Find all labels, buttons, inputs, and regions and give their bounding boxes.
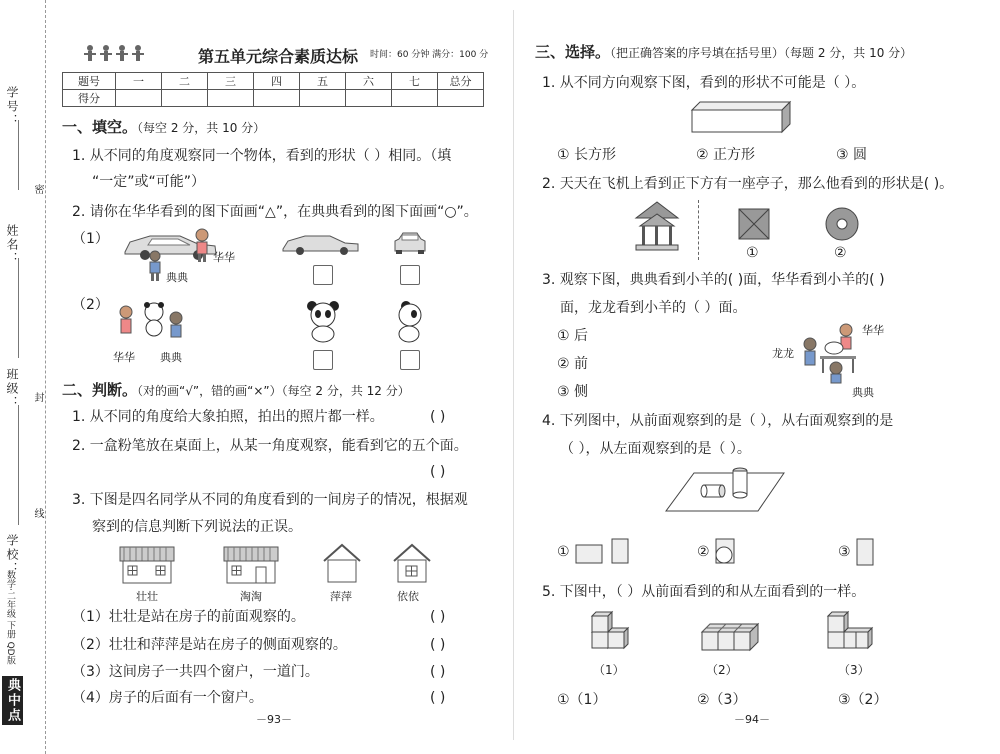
s3-q1-option[interactable]: ③ 圆 [836,147,868,163]
score-row-label: 得分 [63,90,116,107]
section3-note: （把正确答案的序号填在括号里）（每题 2 分，共 10 分） [610,46,913,60]
children-and-lamb-scene-icon [796,322,866,384]
s3-q5-option[interactable]: ③（2） [838,692,888,708]
s2-q1: 1. 从不同的角度给大象拍照，拍出的照片都一样。 [72,409,384,425]
score-header-cell: 五 [300,73,346,90]
house-side-view-icon [322,543,362,585]
student-id-label: 学号： [5,86,19,128]
cut-line [45,0,46,754]
huahua-label-3: 华华 [862,324,884,337]
s3-q2-option[interactable]: ② [834,245,847,261]
score-header-cell: 四 [254,73,300,90]
score-cell[interactable] [254,90,300,107]
score-cell[interactable] [392,90,438,107]
s2-q3-s1: （1）壮壮是站在房子的前面观察的。 [72,609,305,625]
score-header-cell: 三 [208,73,254,90]
s1-group2-label: （2） [72,297,109,313]
people-figures-icon [82,44,152,68]
diandian-label: 典典 [166,271,188,284]
score-cell[interactable] [162,90,208,107]
s2-q3-line2: 察到的信息判断下列说法的正误。 [92,519,302,535]
s3-q3-option[interactable]: ① 后 [557,328,589,344]
cube-stack-2-icon [700,620,762,652]
section1-header [62,117,265,138]
book-info: 数学·二年级 下册 QD版 [5,570,15,665]
s2-q3-s3: （3）这间房子一共四个窗户，一道门。 [72,664,319,680]
house-back-view-icon [222,545,280,585]
s3-q2-option[interactable]: ① [746,245,759,261]
answer-box[interactable] [400,265,420,285]
section2-header [62,380,410,401]
binding-margin [0,0,50,754]
score-table [62,72,484,107]
house-side-view-window-icon [392,543,432,585]
circle-rectangle-view-icon [712,537,742,567]
q5-fig-label: （2） [706,663,738,677]
q5-fig-label: （3） [838,663,870,677]
house-label: 依依 [397,590,419,603]
answer-box[interactable] [313,265,333,285]
score-cell[interactable] [300,90,346,107]
panda-and-children-scene-icon [114,300,194,346]
seal-mark-2: 封 [32,392,43,404]
s3-q4-option[interactable]: ③ [838,544,851,560]
score-header-cell: 一 [116,73,162,90]
s2-q2: 2. 一盒粉笔放在桌面上，从某一角度观察，能看到它的五个面。 [72,438,468,454]
house-label: 淘淘 [240,590,262,603]
s3-q4-line2: （ ），从左面观察到的是（ ）。 [560,441,751,457]
s3-q3-option[interactable]: ③ 侧 [557,384,589,400]
s3-q5-option[interactable]: ②（3） [697,692,747,708]
house-label: 壮壮 [136,590,158,603]
section1-note: （每空 2 分，共 10 分） [137,121,266,135]
section1-title: 一、填空。 [62,118,138,136]
score-header-cell: 七 [392,73,438,90]
house-label: 萍萍 [330,590,352,603]
seal-mark: 密 [32,184,43,196]
s1-q2: 2. 请你在华华看到的图下面画“△”，在典典看到的图下面画“○”。 [72,204,478,220]
s1-q1-line2: “一定”或“可能”） [92,174,206,190]
class-line [18,405,19,525]
boy-diandian-icon [146,250,164,282]
score-cell[interactable] [438,90,484,107]
s2-q3-s4-paren[interactable]: ( ) [430,690,446,706]
score-cell[interactable] [208,90,254,107]
circle-top-view-icon [824,206,860,242]
s3-q4-option[interactable]: ① [557,544,570,560]
section3-header [535,42,912,63]
tall-rectangle-view-icon [854,537,878,567]
seal-mark-3: 线 [32,508,43,520]
cube-stack-3-icon [826,612,876,652]
diandian-label-3: 典典 [852,386,874,399]
panda-side-view-icon [396,300,424,342]
score-cell[interactable] [346,90,392,107]
page-number-left: －93－ [256,713,292,726]
car-front-view-option-icon [393,231,427,255]
square-roof-top-view-icon [737,207,771,241]
name-label: 姓名： [5,224,19,266]
score-header-cell: 六 [346,73,392,90]
answer-box[interactable] [400,350,420,370]
s3-q5: 5. 下图中，（ ）从前面看到的和从左面看到的一样。 [542,584,866,600]
s2-q3-s2-paren[interactable]: ( ) [430,637,446,653]
s3-q1-option[interactable]: ① 长方形 [557,147,617,163]
cylinders-on-plane-icon [664,463,788,515]
s3-q4-line1: 4. 下列图中，从前面观察到的是（ ），从右面观察到的是 [542,413,894,429]
section3-title: 三、选择。 [535,43,611,61]
s3-q1-option[interactable]: ② 正方形 [696,147,756,163]
s2-q3-s4: （4）房子的后面有一个窗户。 [72,690,263,706]
s3-q3-line1: 3. 观察下图，典典看到小羊的( )面，华华看到小羊的( ) [542,272,885,288]
class-label: 班级： [5,368,19,410]
s3-q1: 1. 从不同方向观察下图，看到的形状不可能是（ ）。 [542,75,866,91]
huahua-label: 华华 [213,251,235,264]
pavilion-icon [632,200,682,252]
q2-separator [698,200,699,260]
page-title: 第五单元综合素质达标 [198,47,359,66]
s3-q4-option[interactable]: ② [697,544,710,560]
huahua-label-2: 华华 [113,351,135,364]
name-line [18,258,19,358]
girl-huahua-icon [192,228,212,264]
brand-logo: 典中点 [2,676,23,725]
diandian-label-2: 典典 [160,351,182,364]
q5-fig-label: （1） [593,663,625,677]
s3-q5-option[interactable]: ①（1） [557,692,607,708]
s2-q3-s3-paren[interactable]: ( ) [430,664,446,680]
house-front-view-icon [118,545,176,585]
panda-front-view-icon [306,300,340,342]
page-divider [513,10,514,740]
s2-q3-s1-paren[interactable]: ( ) [430,609,446,625]
s2-q3-s2: （2）壮壮和萍萍是站在房子的侧面观察的。 [72,637,347,653]
student-id-line [18,120,19,190]
s3-q2: 2. 天天在飞机上看到正下方有一座亭子，那么他看到的形状是( )。 [542,176,954,192]
longlong-label: 龙龙 [772,347,794,360]
school-label: 学校： [5,534,19,576]
rectangles-view-icon [574,537,634,567]
page-number-right: －94－ [734,713,770,726]
section2-title: 二、判断。 [62,381,138,399]
score-header-cell: 二 [162,73,208,90]
cuboid-icon [690,100,794,134]
s1-q1-line1: 1. 从不同的角度观察同一个物体，看到的形状（ ）相同。（填 [72,148,452,164]
s2-q2-paren[interactable]: ( ) [430,464,446,480]
s2-q3-line1: 3. 下图是四名同学从不同的角度看到的一间房子的情况，根据观 [72,492,468,508]
answer-box[interactable] [313,350,333,370]
s3-q3-option[interactable]: ② 前 [557,356,589,372]
s2-q1-paren[interactable]: ( ) [430,409,446,425]
score-header-cell: 题号 [63,73,116,90]
car-side-view-option-icon [280,231,360,255]
section2-note: （对的画“√”，错的画“×”）（每空 2 分，共 12 分） [137,384,410,398]
s1-group1-label: （1） [72,231,109,247]
score-header-cell: 总分 [438,73,484,90]
score-cell[interactable] [116,90,162,107]
s3-q3-line2: 面，龙龙看到小羊的（ ）面。 [560,300,747,316]
cube-stack-1-icon [590,612,634,652]
time-info: 时间：60 分钟 满分：100 分 [370,50,489,60]
